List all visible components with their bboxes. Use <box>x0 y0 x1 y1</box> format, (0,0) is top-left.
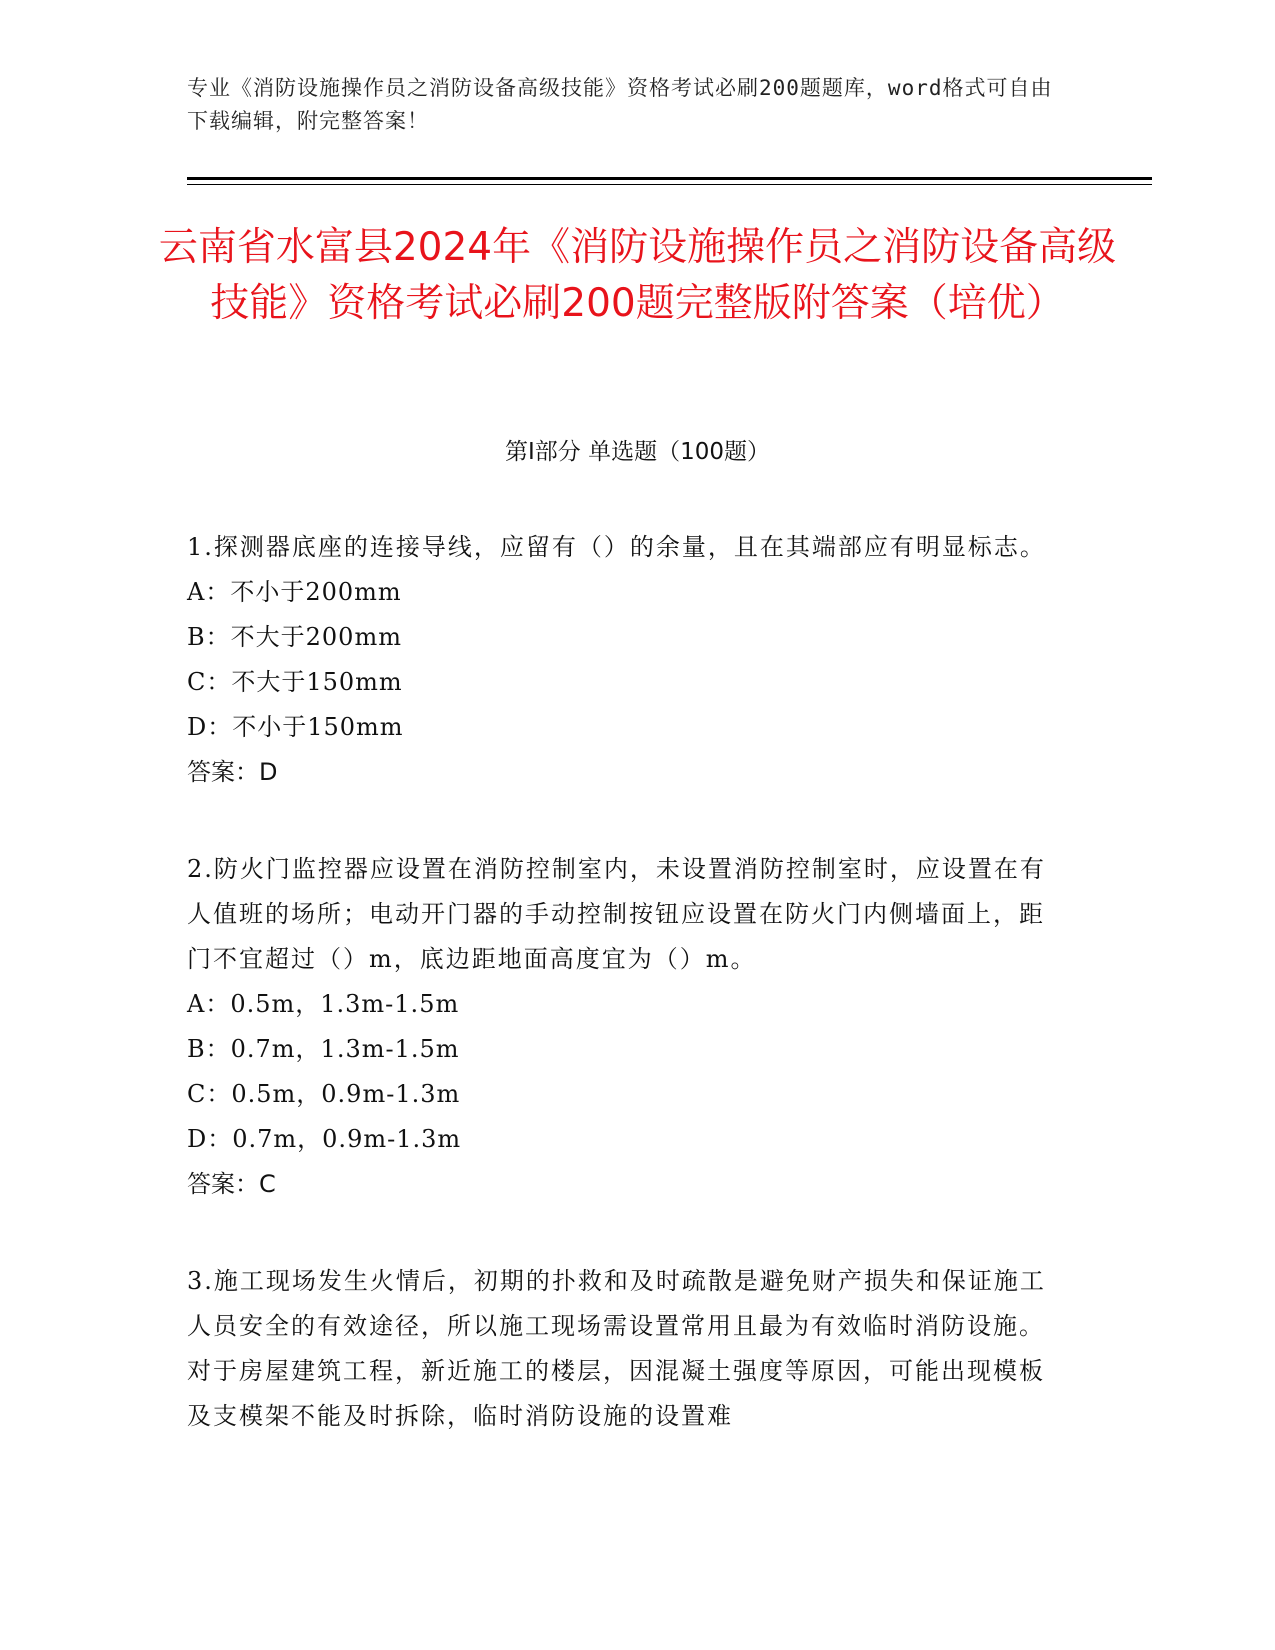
option-d: D：不小于150mm <box>187 713 404 741</box>
header-note: 专业《消防设施操作员之消防设备高级技能》资格考试必刷200题题库，word格式可自由下载编辑，附完整答案！ <box>187 76 1053 133</box>
question-2 <box>187 847 1067 1207</box>
question-3 <box>187 1259 1067 1439</box>
option-b: B：0.7m，1.3m-1.5m <box>187 1035 460 1063</box>
question-1 <box>187 525 1067 795</box>
option-c: C：不大于150mm <box>187 668 403 696</box>
question-list <box>187 525 1067 1491</box>
question-stem: 1.探测器底座的连接导线，应留有（）的余量，且在其端部应有明显标志。 <box>187 533 1046 561</box>
option-a: A：0.5m，1.3m-1.5m <box>187 990 460 1018</box>
section-heading: 第Ⅰ部分 单选题（100题） <box>505 439 770 465</box>
question-stem: 3.施工现场发生火情后，初期的扑救和及时疏散是避免财产损失和保证施工人员安全的有效途径，所以施工现场需设置常用且最为有效临时消防设施。对于房屋建筑工程，新近施工的楼层，因混凝土强度等原因，可能出现模板及支模架不能及时拆除，临时消防设施的设置难 <box>187 1267 1046 1430</box>
option-d: D：0.7m，0.9m-1.3m <box>187 1125 462 1153</box>
header-divider-thin <box>187 184 1152 185</box>
question-stem: 2.防火门监控器应设置在消防控制室内，未设置消防控制室时，应设置在有人值班的场所；电动开门器的手动控制按钮应设置在防火门内侧墙面上，距门不宜超过（）m，底边距地面高度宜为（）m。 <box>187 855 1046 973</box>
answer: 答案：C <box>187 1170 276 1198</box>
header-divider-thick <box>187 177 1152 180</box>
option-b: B：不大于200mm <box>187 623 402 651</box>
option-a: A：不小于200mm <box>187 578 402 606</box>
answer: 答案：D <box>187 758 278 786</box>
option-c: C：0.5m，0.9m-1.3m <box>187 1080 461 1108</box>
document-title: 云南省水富县2024年《消防设施操作员之消防设备高级技能》资格考试必刷200题完整版附答案（培优） <box>158 225 1117 326</box>
